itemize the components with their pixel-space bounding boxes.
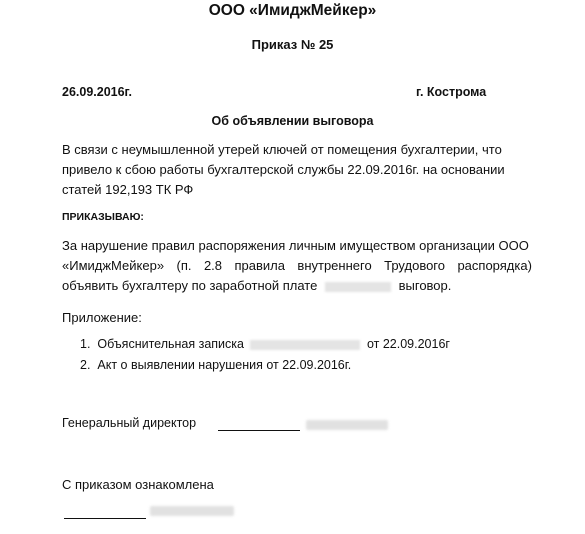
attachment-text: Акт о выявлении нарушения от 22.09.2016г. [97,358,352,372]
order-word: правила [234,258,285,273]
order-word: распорядка) [457,258,532,273]
director-signature-line [218,430,300,431]
order-paragraph [62,236,532,296]
order-number: Приказ № 25 [251,37,334,52]
redacted-name [325,282,391,292]
order-line: За нарушение правил распоряжения личным имуществом организации ООО [62,238,529,253]
preamble-paragraph [62,140,522,200]
attachment-text: Объяснительная записка [97,337,244,351]
order-line [62,276,532,296]
order-subject: Об объявлении выговора [211,114,374,128]
order-city: г. Кострома [416,85,487,99]
preamble-line: В связи с неумышленной утерей ключей от помещения бухгалтерии, что [62,142,502,157]
attachment-number: 1. [80,337,91,351]
order-line-justified [62,256,532,276]
order-word: Трудового [384,258,445,273]
attachment-date: от 22.09.2016г [366,337,450,351]
redacted-name [250,340,360,350]
attachment-item [80,358,351,372]
redacted-employee-name [150,506,234,516]
employee-signature-line [64,518,146,519]
order-line-end: выговор. [398,278,452,293]
order-line-start: объявить бухгалтеру по заработной плате [62,278,318,293]
order-word: «ИмиджМейкер» [62,258,165,273]
redacted-director-name [306,420,388,430]
order-word: 2.8 [203,258,223,273]
order-word: внутреннего [297,258,372,273]
orders-label: ПРИКАЗЫВАЮ: [62,211,144,223]
acquainted-label: С приказом ознакомлена [62,477,214,492]
order-date: 26.09.2016г. [62,85,132,99]
preamble-line: статей 192,193 ТК РФ [62,182,194,197]
organization-name: ООО «ИмиджМейкер» [208,2,377,19]
order-word: (п. [176,258,192,273]
attachment-item [80,337,450,351]
attachment-number: 2. [80,358,91,372]
director-label: Генеральный директор [62,416,197,430]
preamble-line: привело к сбою работы бухгалтерской службы 22.09.2016г. на основании [62,162,505,177]
attachment-label: Приложение: [62,310,142,325]
